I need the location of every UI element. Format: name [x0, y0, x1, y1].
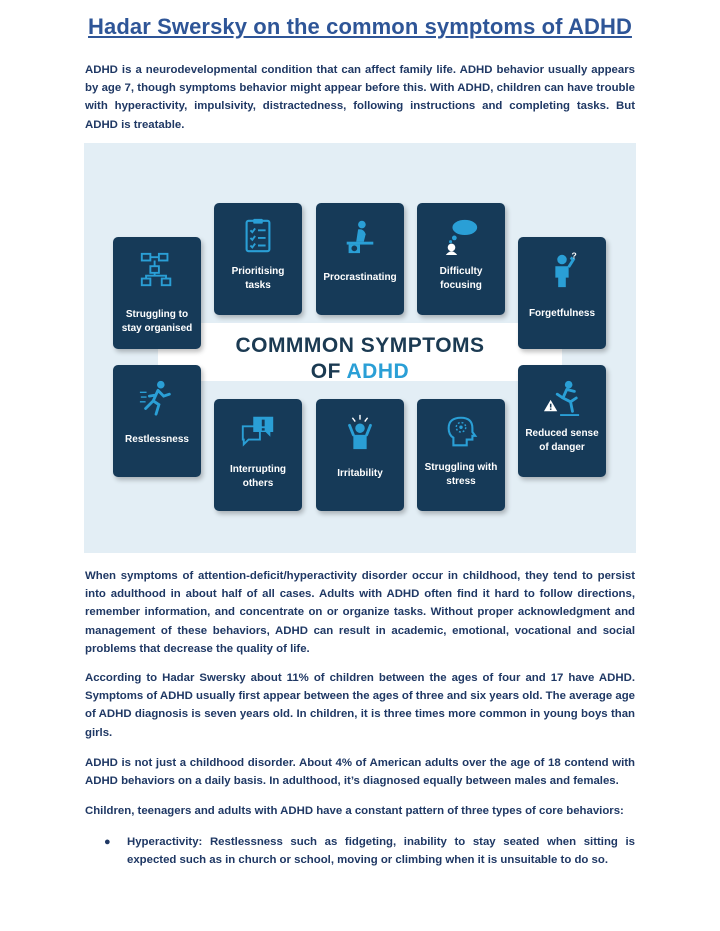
- card-label: Restlessness: [125, 434, 189, 445]
- svg-text:?: ?: [571, 251, 577, 261]
- card-label: Struggling with stress: [424, 462, 498, 487]
- speech-bubbles-icon: [239, 413, 277, 451]
- card-struggling-organised: [113, 237, 201, 349]
- bullet-marker: ●: [104, 836, 111, 848]
- intro-paragraph: ADHD is a neurodevelopmental condition that can affect family life. ADHD behavior usually appears by age 7, though symptoms behavior might appear before this. With ADHD, children can have trouble with hyperactivity, impulsivity, distractedness, following instructions and completing tasks. But ADHD is treatable.: [85, 64, 635, 131]
- paragraph-adults: ADHD is not just a childhood disorder. About 4% of American adults over the age of 18 contend with ADHD behaviors on a daily basis. In adulthood, it’s diagnosed equally between males and females.: [85, 757, 635, 788]
- scratching-head-icon: [543, 251, 581, 289]
- thought-bubble-icon: [442, 217, 480, 255]
- card-prioritising-tasks: [214, 203, 302, 315]
- paragraph-statistics-children: According to Hadar Swersky about 11% of children between the ages of four and 17 have ADHD. Symptoms of ADHD usually first appear between the ages of three and six years old. The average age of ADHD diagnosis is seven years old. In children, it is three times more common in young boys than girls.: [85, 672, 635, 739]
- infographic-heading: [158, 333, 562, 385]
- card-restlessness: [113, 365, 201, 477]
- card-label: Procrastinating: [323, 272, 397, 283]
- flowchart-icon: [138, 251, 176, 289]
- stressed-head-icon: [442, 413, 480, 451]
- card-label: Struggling to stay organised: [121, 309, 193, 334]
- bullet-hyperactivity: Hyperactivity: Restlessness such as fidgeting, inability to stay seated when sitting is expected such as in church or school, moving or climbing when it is unsuitable to do so.: [127, 836, 635, 867]
- heading-prefix: OF: [310, 360, 347, 383]
- card-irritability: [316, 399, 404, 511]
- warning-fall-icon: [543, 379, 581, 417]
- heading-line-1: COMMMON SYMPTOMS: [235, 334, 485, 357]
- heading-accent: ADHD: [346, 360, 410, 383]
- card-struggling-stress: [417, 399, 505, 511]
- symptoms-infographic: [84, 143, 636, 553]
- card-forgetfulness: [518, 237, 606, 349]
- card-label: Irritability: [337, 468, 383, 479]
- page-title: Hadar Swersky on the common symptoms of ADHD: [88, 14, 632, 39]
- paragraph-persistence: When symptoms of attention-deficit/hyperactivity disorder occur in childhood, they tend to persist into adulthood in about half of all cases. Adults with ADHD often find it hard to follow directions, remember information, and concentrate on or organize tasks. Without proper acknowledgment and management of these behaviors, ADHD can result in academic, emotional, vocational and social problems that decrease the quality of life.: [85, 570, 635, 655]
- heading-line-2: [158, 359, 562, 385]
- card-label: Prioritising tasks: [231, 266, 285, 291]
- card-label: Difficulty focusing: [439, 266, 483, 291]
- card-label: Forgetfulness: [528, 308, 596, 319]
- card-difficulty-focusing: [417, 203, 505, 315]
- card-label: Reduced sense of danger: [525, 428, 599, 453]
- card-interrupting-others: [214, 399, 302, 511]
- running-person-icon: [138, 379, 176, 417]
- checklist-icon: [239, 217, 277, 255]
- person-at-desk-icon: [341, 217, 379, 255]
- card-label: Interrupting others: [229, 464, 287, 489]
- card-reduced-danger: [518, 365, 606, 477]
- card-procrastinating: [316, 203, 404, 315]
- paragraph-core-behaviors: Children, teenagers and adults with ADHD have a constant pattern of three types of core behaviors:: [85, 805, 624, 817]
- frustrated-person-icon: [341, 413, 379, 451]
